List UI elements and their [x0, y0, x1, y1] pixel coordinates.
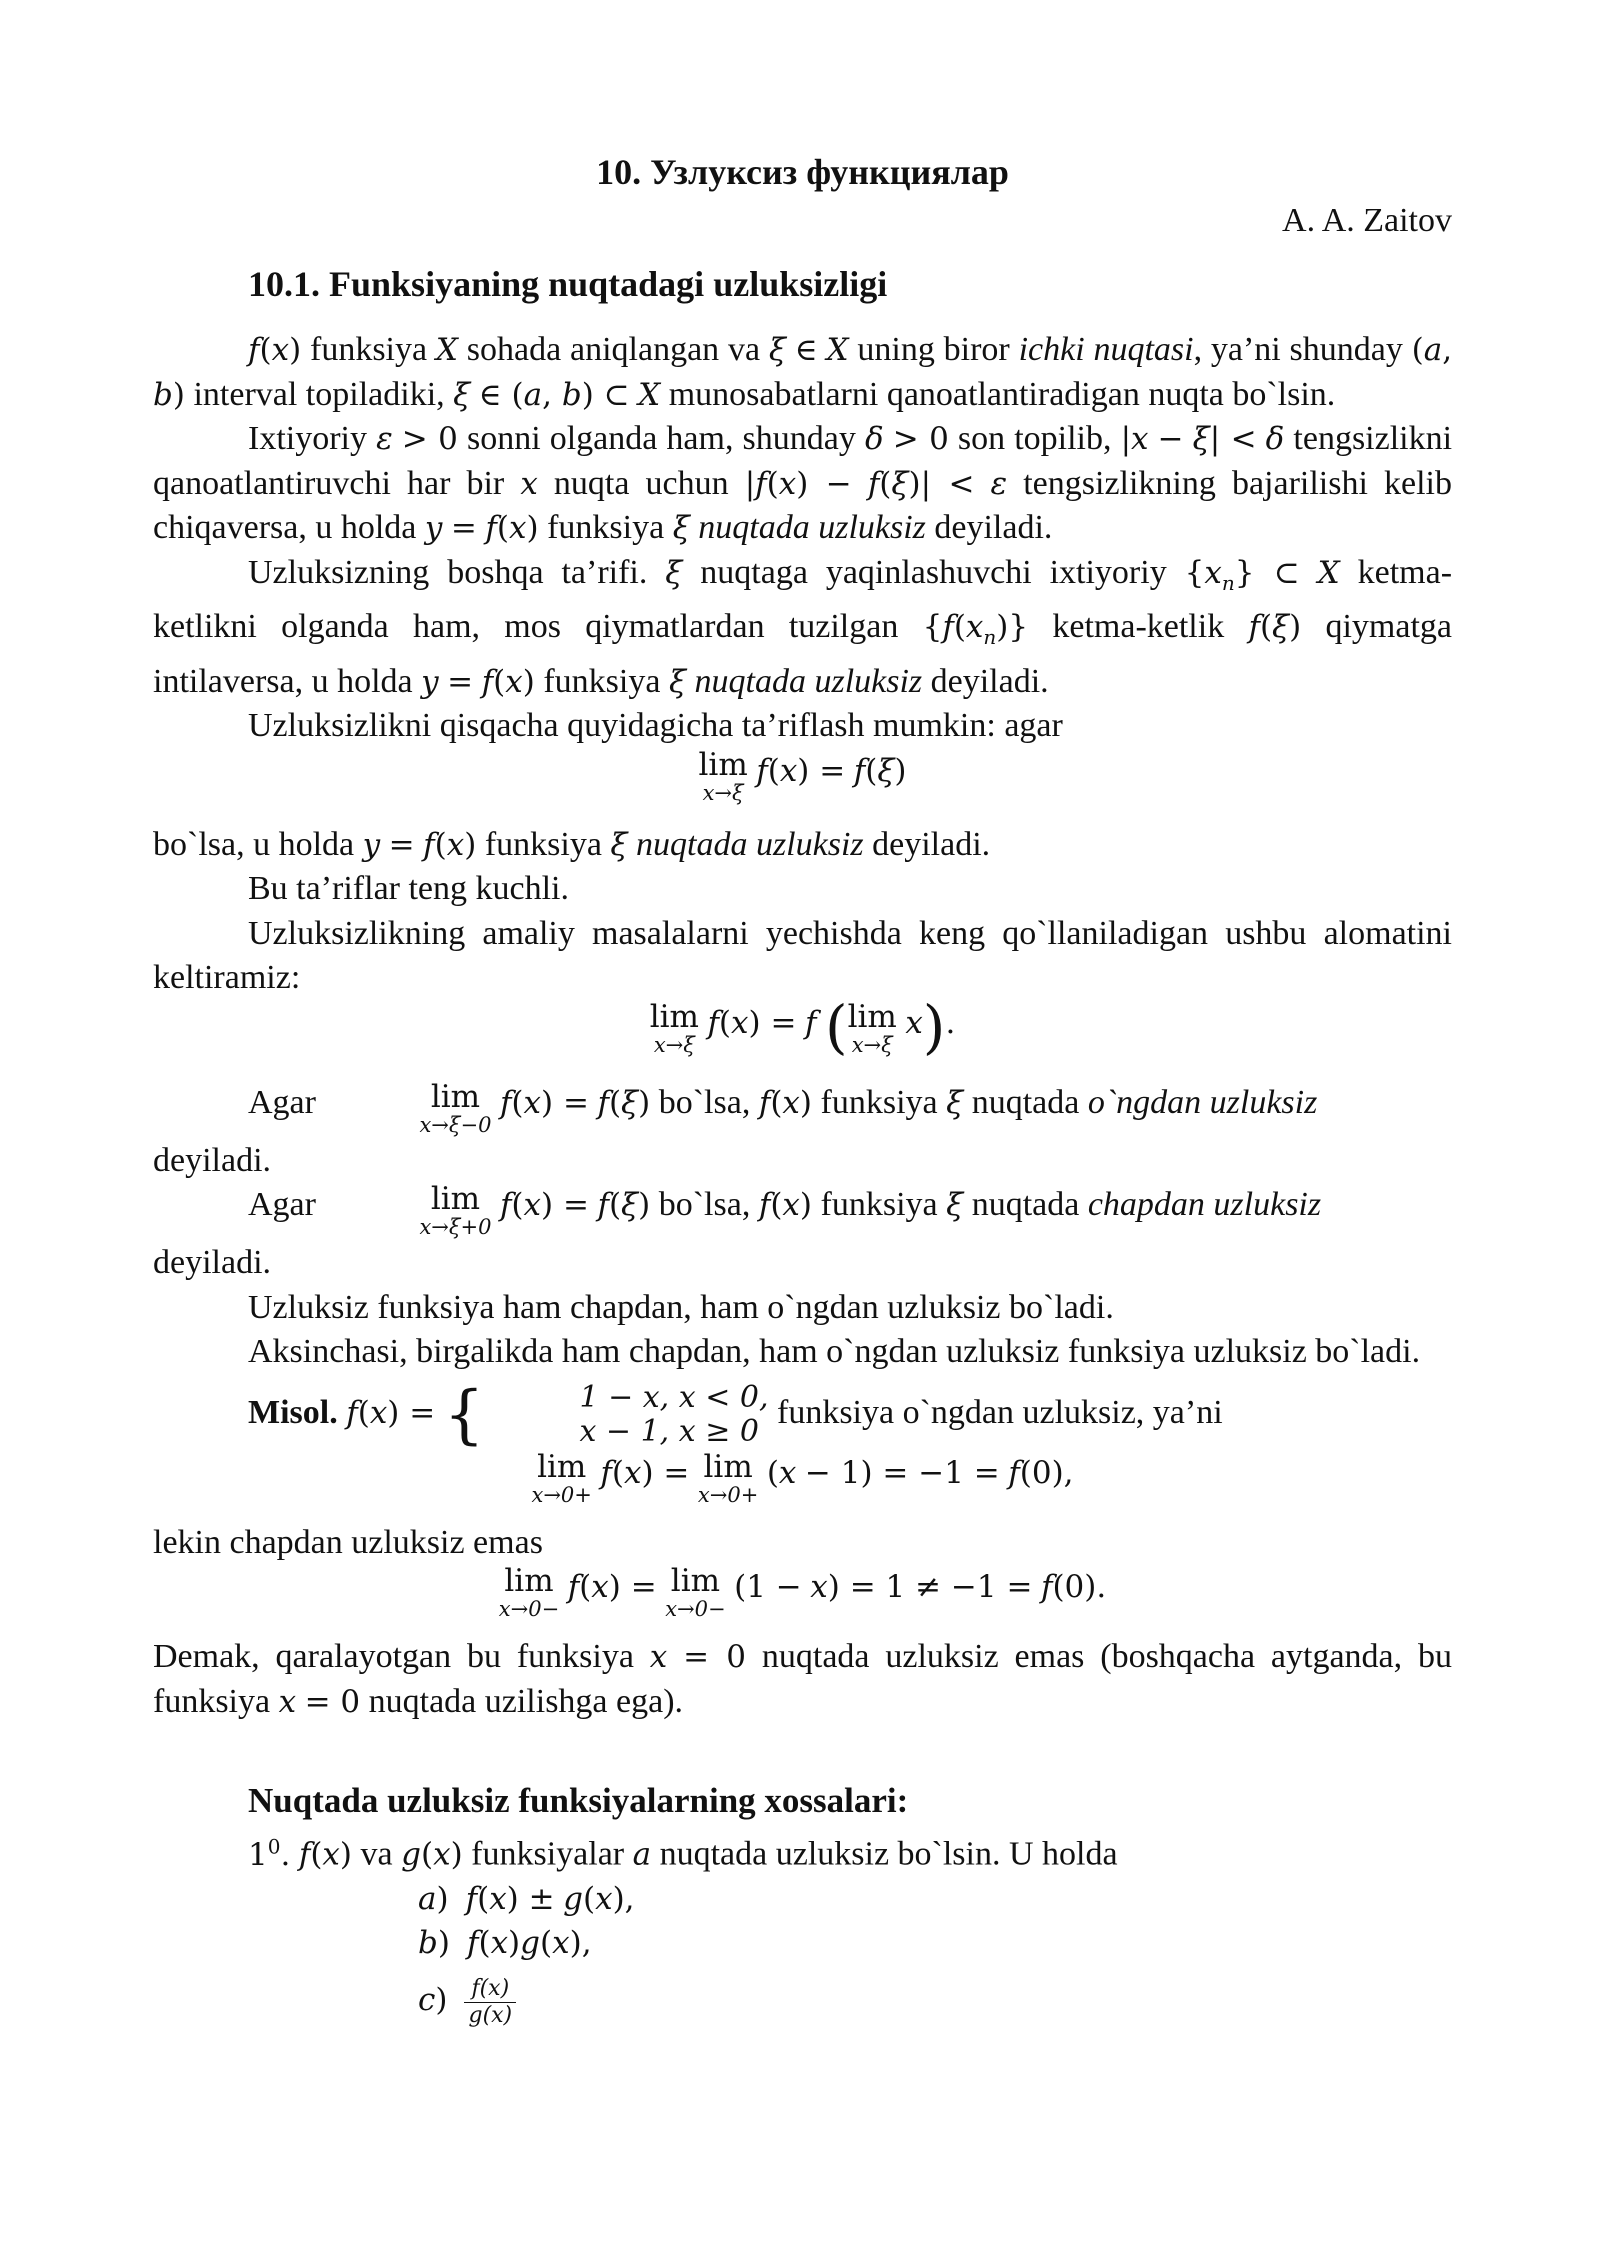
property-item-c: c) $\frac{f(x)}{g(x)}$: [418, 1965, 1452, 2035]
paragraph-continuity-conclusion: bo`lsa, u holda y = f(x) funksiya ξ nuqtada uzluksiz deyiladi.: [153, 825, 991, 863]
paragraph-left-continuity: Agar lim x→ξ+0 f(x) = f(ξ) bo`lsa, f(x) funksiya ξ nuqtada chapdan uzluksiz: [248, 1181, 1322, 1240]
example-statement: Misol. f(x) = { 1 − 𝑥, 𝑥 < 0, 𝑥 − 1, 𝑥 ≥ 0 funksiya o`ngdan uzluksiz, ya’ni: [248, 1378, 1223, 1453]
property-item-a: a) f(x) ± g(x),: [418, 1881, 635, 1918]
paragraph-practical-criterion: Uzluksizlikning amaliy masalalarni yechishda keng qo`llaniladigan ushbu alomatini keltiramiz:: [153, 914, 1452, 997]
paragraph-converse: Aksinchasi, birgalikda ham chapdan, ham o`ngdan uzluksiz funksiya uzluksiz bo`ladi.: [248, 1333, 1421, 1371]
formula-left-limit: lim x→0− f(x) = lim x→0− (1 − x) = 1 ≠ −1 = f(0).: [498, 1563, 1107, 1622]
paragraph-epsilon-delta: Ixtiyoriy ε > 0 sonni olganda ham, shunday δ > 0 son topilib, |x − ξ| < δ tengsizlikni qanoatlantiruvchi har bir x nuqta uchun |f(x) − f(ξ)| < ε tengsizlikning bajarilishi kelib chiqaversa, u holda y = f(x) funksiya ξ nuqtada uzluksiz deyiladi.: [153, 420, 1453, 546]
paragraph-right-continuity: Agar lim x→ξ−0 f(x) = f(ξ) bo`lsa, f(x) funksiya ξ nuqtada o`ngdan uzluksiz: [248, 1078, 1318, 1137]
chapter-title: 10. Узлуксиз функциялар: [596, 152, 1009, 192]
properties-heading: Nuqtada uzluksiz funksiyalarning xossalari:: [248, 1781, 909, 1821]
formula-right-limit: lim x→0+ f(x) = lim x→0+ (x − 1) = −1 = f(0),: [531, 1448, 1074, 1507]
paragraph-left-continuity-end: deyiladi.: [153, 1244, 272, 1282]
property-1: $1^0$. f(x) va g(x) funksiyalar a nuqtada uzluksiz bo`lsin. U holda: [248, 1834, 1118, 1873]
formula-limit-definition: lim x→ξ f(x) = f(ξ): [698, 746, 907, 805]
section-title: 10.1. Funksiyaning nuqtadagi uzluksizligi: [248, 264, 888, 304]
paragraph-short-definition: Uzluksizlikni qisqacha quyidagicha ta’riflash mumkin: agar: [248, 707, 1063, 745]
paragraph-both-sides: Uzluksiz funksiya ham chapdan, ham o`ngdan uzluksiz bo`ladi.: [248, 1288, 1114, 1326]
example-conclusion: Demak, qaralayotgan bu funksiya x = 0 nuqtada uzluksiz emas (boshqacha aytganda, bu funksiya x = 0 nuqtada uzilishga ega).: [153, 1638, 1452, 1720]
paragraph-sequence-definition: Uzluksizning boshqa ta’rifi. ξ nuqtaga yaqinlashuvchi ixtiyoriy $\{x_n\}$ ⊂ X ketma-ketlikni olganda ham, mos qiymatlardan tuzilgan $\{f(x_n)\}$ ketma-ketlik f(ξ) qiymatga intilaversa, u holda y = f(x) funksiya ξ nuqtada uzluksiz deyiladi.: [153, 553, 1453, 700]
example-cases: 1 − 𝑥, 𝑥 < 0, 𝑥 − 1, 𝑥 ≥ 0: [579, 1380, 769, 1450]
paragraph-definition-setup: f(x) funksiya X sohada aniqlangan va ξ ∈ X uning biror ichki nuqtasi, ya’ni shunday (a, b) interval topiladiki, ξ ∈ (a, b) ⊂ X munosabatlarni qanoatlantiradigan nuqta bo`lsin.: [153, 331, 1453, 413]
paragraph-right-continuity-end: deyiladi.: [153, 1141, 272, 1179]
formula-limit-swap: lim x→ξ f(x) = f (lim x→ξ x).: [649, 992, 956, 1061]
example-left-note: lekin chapdan uzluksiz emas: [153, 1523, 543, 1561]
example-label: Misol.: [248, 1393, 338, 1431]
author-name: A. A. Zaitov: [1282, 202, 1452, 239]
property-item-b: b) f(x)g(x),: [418, 1925, 592, 1962]
paragraph-equivalence: Bu ta’riflar teng kuchli.: [248, 870, 570, 908]
